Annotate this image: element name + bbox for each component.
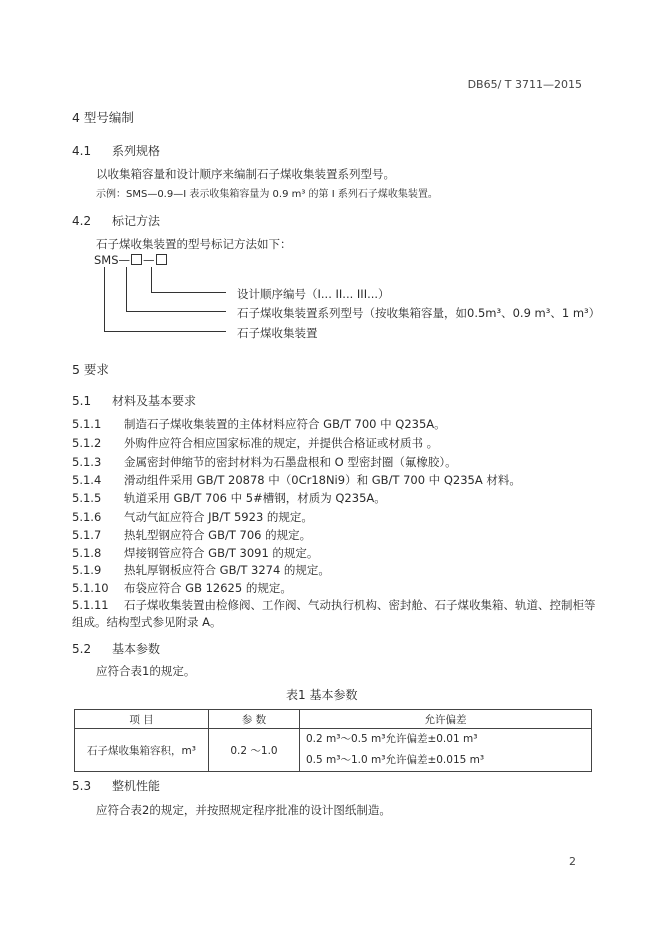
section-4-2-text: 石子煤收集装置的型号标记方法如下： (96, 237, 292, 251)
clause-text: 布袋应符合 GB 12625 的规定。 (124, 581, 292, 595)
row-value: 0.2 ～1.0 (209, 729, 300, 772)
clause-text: 轨道采用 GB/T 706 中 5#槽钢，材质为 Q235A。 (124, 491, 386, 505)
section-title: 基本参数 (112, 642, 161, 656)
clause-5-1-3 (72, 454, 457, 470)
clause-text: 石子煤收集装置由检修阀、工作阀、气动执行机构、密封舱、石子煤收集箱、轨道、控制柜等 (124, 598, 596, 612)
section-number: 4.1 (72, 144, 92, 158)
capacity-placeholder-box (131, 254, 142, 265)
header-item: 项 目 (75, 710, 209, 729)
table-title: 表1 基本参数 (286, 688, 358, 702)
clause-text: 滑动组件采用 GB/T 20878 中（0Cr18Ni9）和 GB/T 700 中 Q235A 材料。 (124, 473, 521, 487)
header-tolerance: 允许偏差 (300, 710, 592, 729)
clause-number: 5.1.1 (72, 417, 102, 431)
clause-5-1-5 (72, 490, 386, 506)
table-row (75, 729, 592, 772)
section-number: 4.2 (72, 214, 92, 228)
clause-text: 焊接钢管应符合 GB/T 3091 的规定。 (124, 546, 319, 560)
clause-number: 5.1.6 (72, 510, 102, 524)
clause-5-1-7 (72, 527, 311, 543)
section-5-2-heading (72, 640, 160, 657)
clause-5-1-6 (72, 509, 313, 525)
leader-line-device-horizontal (104, 331, 226, 332)
clause-text: 外购件应符合相应国家标准的规定，并提供合格证或材质书 。 (124, 436, 439, 450)
row-tolerance (300, 729, 592, 772)
clause-5-1-11-continued: 组成。结构型式参见附录 A。 (72, 615, 222, 629)
page-number: 2 (569, 855, 576, 868)
section-5-3-heading (72, 777, 160, 794)
label-sequence-number: 设计顺序编号（I... II... III...） (237, 287, 390, 301)
model-code: SMS— — (94, 253, 168, 267)
clause-number: 5.1.11 (72, 598, 109, 612)
clause-text: 金属密封伸缩节的密封材料为石墨盘根和 O 型密封圈（氟橡胶）。 (124, 455, 457, 469)
section-number: 5.2 (72, 642, 92, 656)
clause-5-1-10 (72, 580, 292, 596)
leader-line-series-horizontal (126, 311, 226, 312)
section-5-2-text: 应符合表1的规定。 (96, 664, 196, 678)
section-title: 系列规格 (112, 144, 161, 158)
clause-number: 5.1.5 (72, 491, 102, 505)
sequence-placeholder-box (156, 254, 167, 265)
document-id: DB65/ T 3711—2015 (467, 78, 582, 91)
section-number: 5.3 (72, 779, 92, 793)
section-4-2-heading (72, 212, 160, 229)
clause-5-1-4 (72, 472, 521, 488)
clause-number: 5.1.4 (72, 473, 102, 487)
section-4-1-example: 示例：SMS—0.9—I 表示收集箱容量为 0.9 m³ 的第 I 系列石子煤收集装置。 (96, 189, 438, 200)
section-4-1-heading (72, 142, 160, 159)
clause-text: 气动气缸应符合 JB/T 5923 的规定。 (124, 510, 313, 524)
section-5-title: 5 要求 (72, 362, 109, 377)
clause-5-1-11 (72, 597, 596, 613)
clause-number: 5.1.10 (72, 581, 109, 595)
clause-5-1-2 (72, 435, 438, 451)
section-5-1-heading (72, 392, 196, 409)
label-series-model: 石子煤收集装置系列型号（按收集箱容量，如0.5m³、0.9 m³、1 m³） (237, 306, 601, 320)
leader-line-series-vertical (126, 267, 127, 311)
clause-5-1-1 (72, 416, 446, 432)
clause-text: 热轧厚钢板应符合 GB/T 3274 的规定。 (124, 563, 330, 577)
label-device: 石子煤收集装置 (237, 326, 318, 340)
header-parameter: 参 数 (209, 710, 300, 729)
tolerance-line-1: 0.2 m³～0.5 m³允许偏差±0.01 m³ (306, 733, 478, 745)
parameters-table (74, 709, 592, 772)
leader-line-sequence-horizontal (151, 292, 226, 293)
clause-5-1-9 (72, 562, 330, 578)
leader-line-sequence-vertical (151, 267, 152, 292)
clause-number: 5.1.9 (72, 563, 102, 577)
clause-number: 5.1.7 (72, 528, 102, 542)
section-title: 材料及基本要求 (112, 394, 197, 408)
section-4-title: 4 型号编制 (72, 110, 134, 125)
clause-text: 热轧型钢应符合 GB/T 706 的规定。 (124, 528, 312, 542)
tolerance-line-2: 0.5 m³～1.0 m³允许偏差±0.015 m³ (306, 754, 485, 766)
section-5-3-text: 应符合表2的规定，并按照规定程序批准的设计图纸制造。 (96, 803, 391, 817)
section-4-1-text: 以收集箱容量和设计顺序来编制石子煤收集装置系列型号。 (96, 167, 395, 181)
section-title: 标记方法 (112, 214, 161, 228)
section-title: 整机性能 (112, 779, 161, 793)
clause-5-1-8 (72, 545, 318, 561)
clause-number: 5.1.2 (72, 436, 102, 450)
clause-text: 制造石子煤收集装置的主体材料应符合 GB/T 700 中 Q235A。 (124, 417, 446, 431)
clause-number: 5.1.3 (72, 455, 102, 469)
leader-line-device-vertical (104, 267, 105, 331)
row-label: 石子煤收集箱容积，m³ (75, 729, 209, 772)
model-prefix: SMS (94, 253, 119, 267)
clause-number: 5.1.8 (72, 546, 102, 560)
table-header-row (75, 710, 592, 729)
section-number: 5.1 (72, 394, 92, 408)
